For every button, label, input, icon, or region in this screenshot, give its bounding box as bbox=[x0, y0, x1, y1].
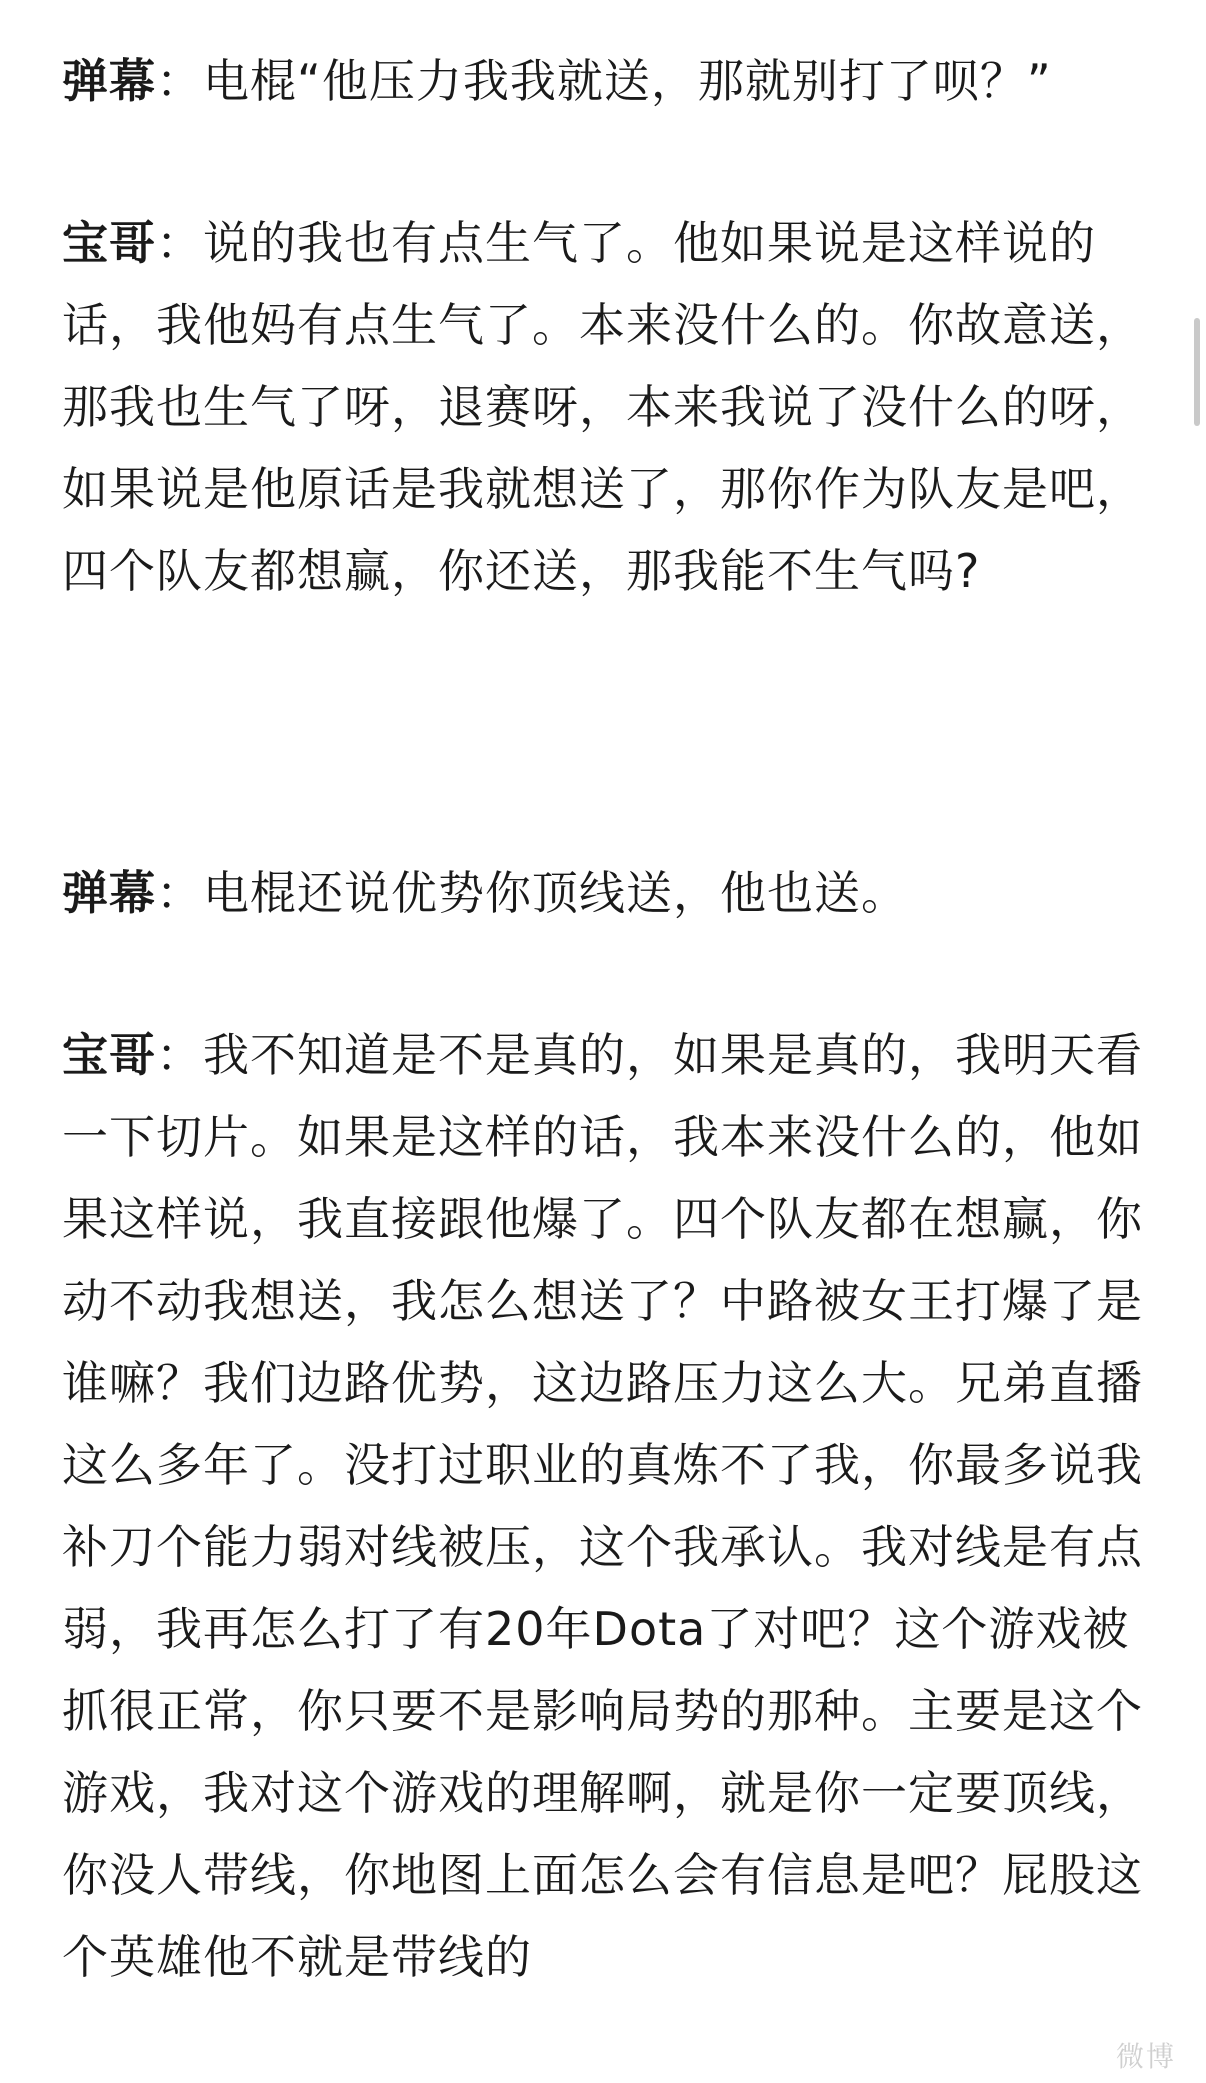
watermark: 微博 bbox=[1115, 2040, 1176, 2073]
speaker-separator: ： bbox=[156, 54, 203, 108]
dialogue-line bbox=[62, 40, 1152, 122]
speaker-separator: ： bbox=[156, 866, 203, 920]
dialogue-text: 说的我也有点生气了。他如果说是这样说的话，我他妈有点生气了。本来没什么的。你故意送，那我也生气了呀，退赛呀，本来我说了没什么的呀，如果说是他原话是我就想送了，那你作为队友是吧，四个队友都想赢，你还送，那我能不生气吗? bbox=[62, 216, 1143, 598]
dialogue-line bbox=[62, 202, 1152, 612]
dialogue-text: 我不知道是不是真的，如果是真的，我明天看一下切片。如果是这样的话，我本来没什么的，他如果这样说，我直接跟他爆了。四个队友都在想赢，你动不动我想送，我怎么想送了？中路被女王打爆了是谁嘛？我们边路优势，这边路压力这么大。兄弟直播这么多年了。没打过职业的真炼不了我，你最多说我补刀个能力弱对线被压，这个我承认。我对线是有点弱，我再怎么打了有20年Dota了对吧？这个游戏被抓很正常，你只要不是影响局势的那种。主要是这个游戏，我对这个游戏的理解啊，就是你一定要顶线，你没人带线，你地图上面怎么会有信息是吧？屁股这个英雄他不就是带线的 bbox=[62, 1028, 1143, 1984]
speaker-name: 弹幕 bbox=[62, 54, 156, 108]
dialogue-text: 电棍还说优势你顶线送，他也送。 bbox=[203, 866, 908, 920]
speaker-name: 宝哥 bbox=[62, 1028, 156, 1082]
dialogue-line bbox=[62, 1014, 1152, 1998]
article-body bbox=[62, 40, 1152, 1998]
speaker-separator: ： bbox=[156, 216, 203, 270]
speaker-name: 弹幕 bbox=[62, 866, 156, 920]
speaker-separator: ： bbox=[156, 1028, 203, 1082]
paragraph-gap bbox=[62, 612, 1152, 852]
speaker-name: 宝哥 bbox=[62, 216, 156, 270]
paragraph-gap bbox=[62, 934, 1152, 1014]
scrollbar-thumb[interactable] bbox=[1194, 318, 1200, 426]
paragraph-gap bbox=[62, 122, 1152, 202]
dialogue-line bbox=[62, 852, 1152, 934]
dialogue-text: 电棍“他压力我我就送，那就别打了呗？” bbox=[203, 54, 1052, 108]
